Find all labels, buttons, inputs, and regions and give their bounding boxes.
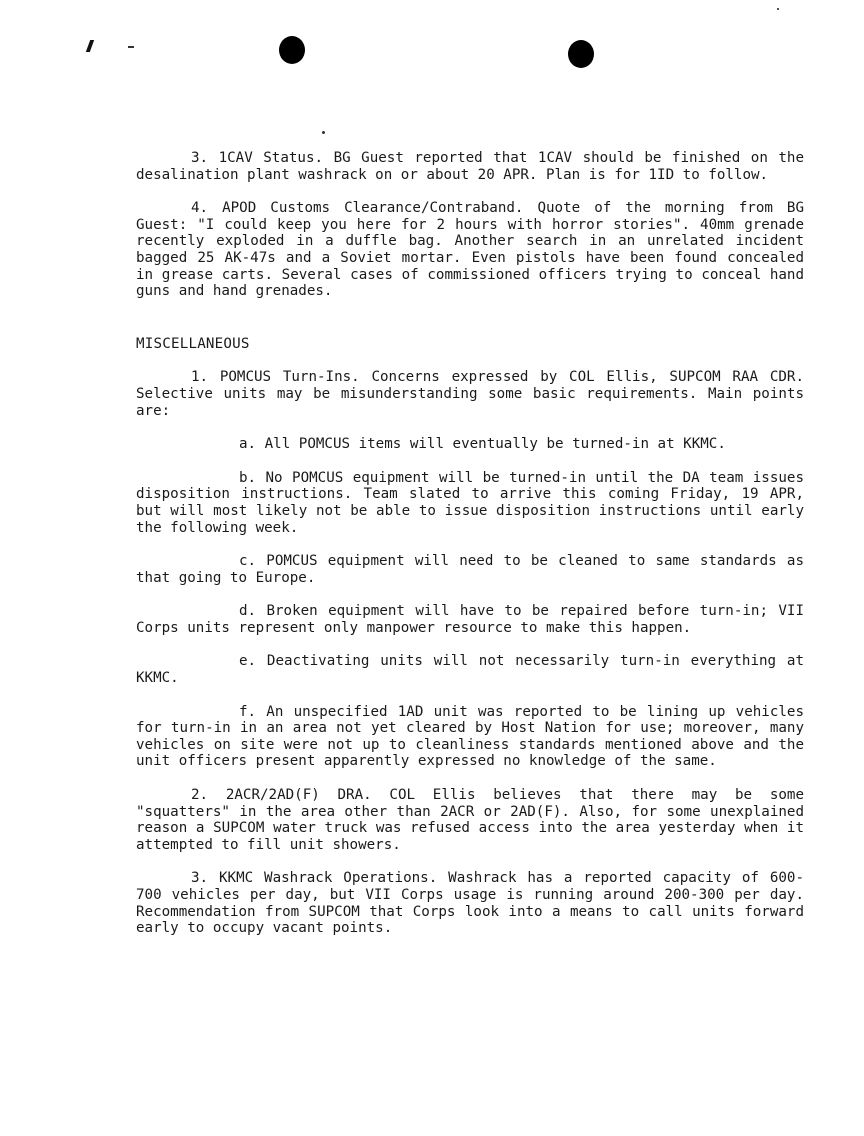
sub-item-c: c. POMCUS equipment will need to be cleaned to same standards as that going to Europe. <box>136 553 804 586</box>
section-heading: MISCELLANEOUS <box>136 335 250 352</box>
sub-item-f: f. An unspecified 1AD unit was reported to be lining up vehicles for turn-in in an area not yet cleared by Host Nation for use; moreover, many vehicles on site were not up to cleanliness standards mentioned above and the unit officers present apparently expressed no knowledge of the same. <box>136 703 804 770</box>
paragraph-1cav-status: 3. 1CAV Status. BG Guest reported that 1CAV should be finished on the desalination plant washrack on or about 20 APR. Plan is for 1ID to follow. <box>136 150 804 183</box>
punch-hole <box>568 40 594 68</box>
paragraph-kkmc-washrack: 3. KKMC Washrack Operations. Washrack has a reported capacity of 600-700 vehicles per day, but VII Corps usage is running around 200-300 per day. Recommendation from SUPCOM that Corps look into a means to call units forward early to occupy vacant points. <box>136 870 804 937</box>
punch-hole <box>279 36 305 64</box>
paragraph-apod-customs: 4. APOD Customs Clearance/Contraband. Quote of the morning from BG Guest: "I could keep you here for 2 hours with horror stories". 40mm grenade recently exploded in a duffle bag. Another search in an unrelated incident bagged 25 AK-47s and a Soviet mortar. Even pistols have been found concealed in grease carts. Several cases of commissioned officers trying to conceal hand guns and hand grenades. <box>136 200 804 300</box>
scan-mark <box>128 46 134 48</box>
scan-mark <box>86 40 94 52</box>
scan-speck <box>777 8 779 10</box>
scan-speck <box>322 131 325 134</box>
sub-item-a: a. All POMCUS items will eventually be turned-in at KKMC. <box>239 436 726 453</box>
sub-item-d: d. Broken equipment will have to be repaired before turn-in; VII Corps units represent only manpower resource to make this happen. <box>136 603 804 636</box>
sub-item-b: b. No POMCUS equipment will be turned-in until the DA team issues disposition instructions. Team slated to arrive this coming Friday, 19 APR, but will most likely not be able to issue disposition instructions until early the following week. <box>136 469 804 536</box>
sub-item-e: e. Deactivating units will not necessarily turn-in everything at KKMC. <box>136 653 804 687</box>
document-body <box>136 150 804 937</box>
paragraph-2acr-dra: 2. 2ACR/2AD(F) DRA. COL Ellis believes that there may be some "squatters" in the area other than 2ACR or 2AD(F). Also, for some unexplained reason a SUPCOM water truck was refused access into the area yesterday when it attempted to fill unit showers. <box>136 787 804 853</box>
paragraph-pomcus-turn-ins: 1. POMCUS Turn-Ins. Concerns expressed by COL Ellis, SUPCOM RAA CDR. Selective units may be misunderstanding some basic requirements. Main points are: <box>136 369 804 419</box>
